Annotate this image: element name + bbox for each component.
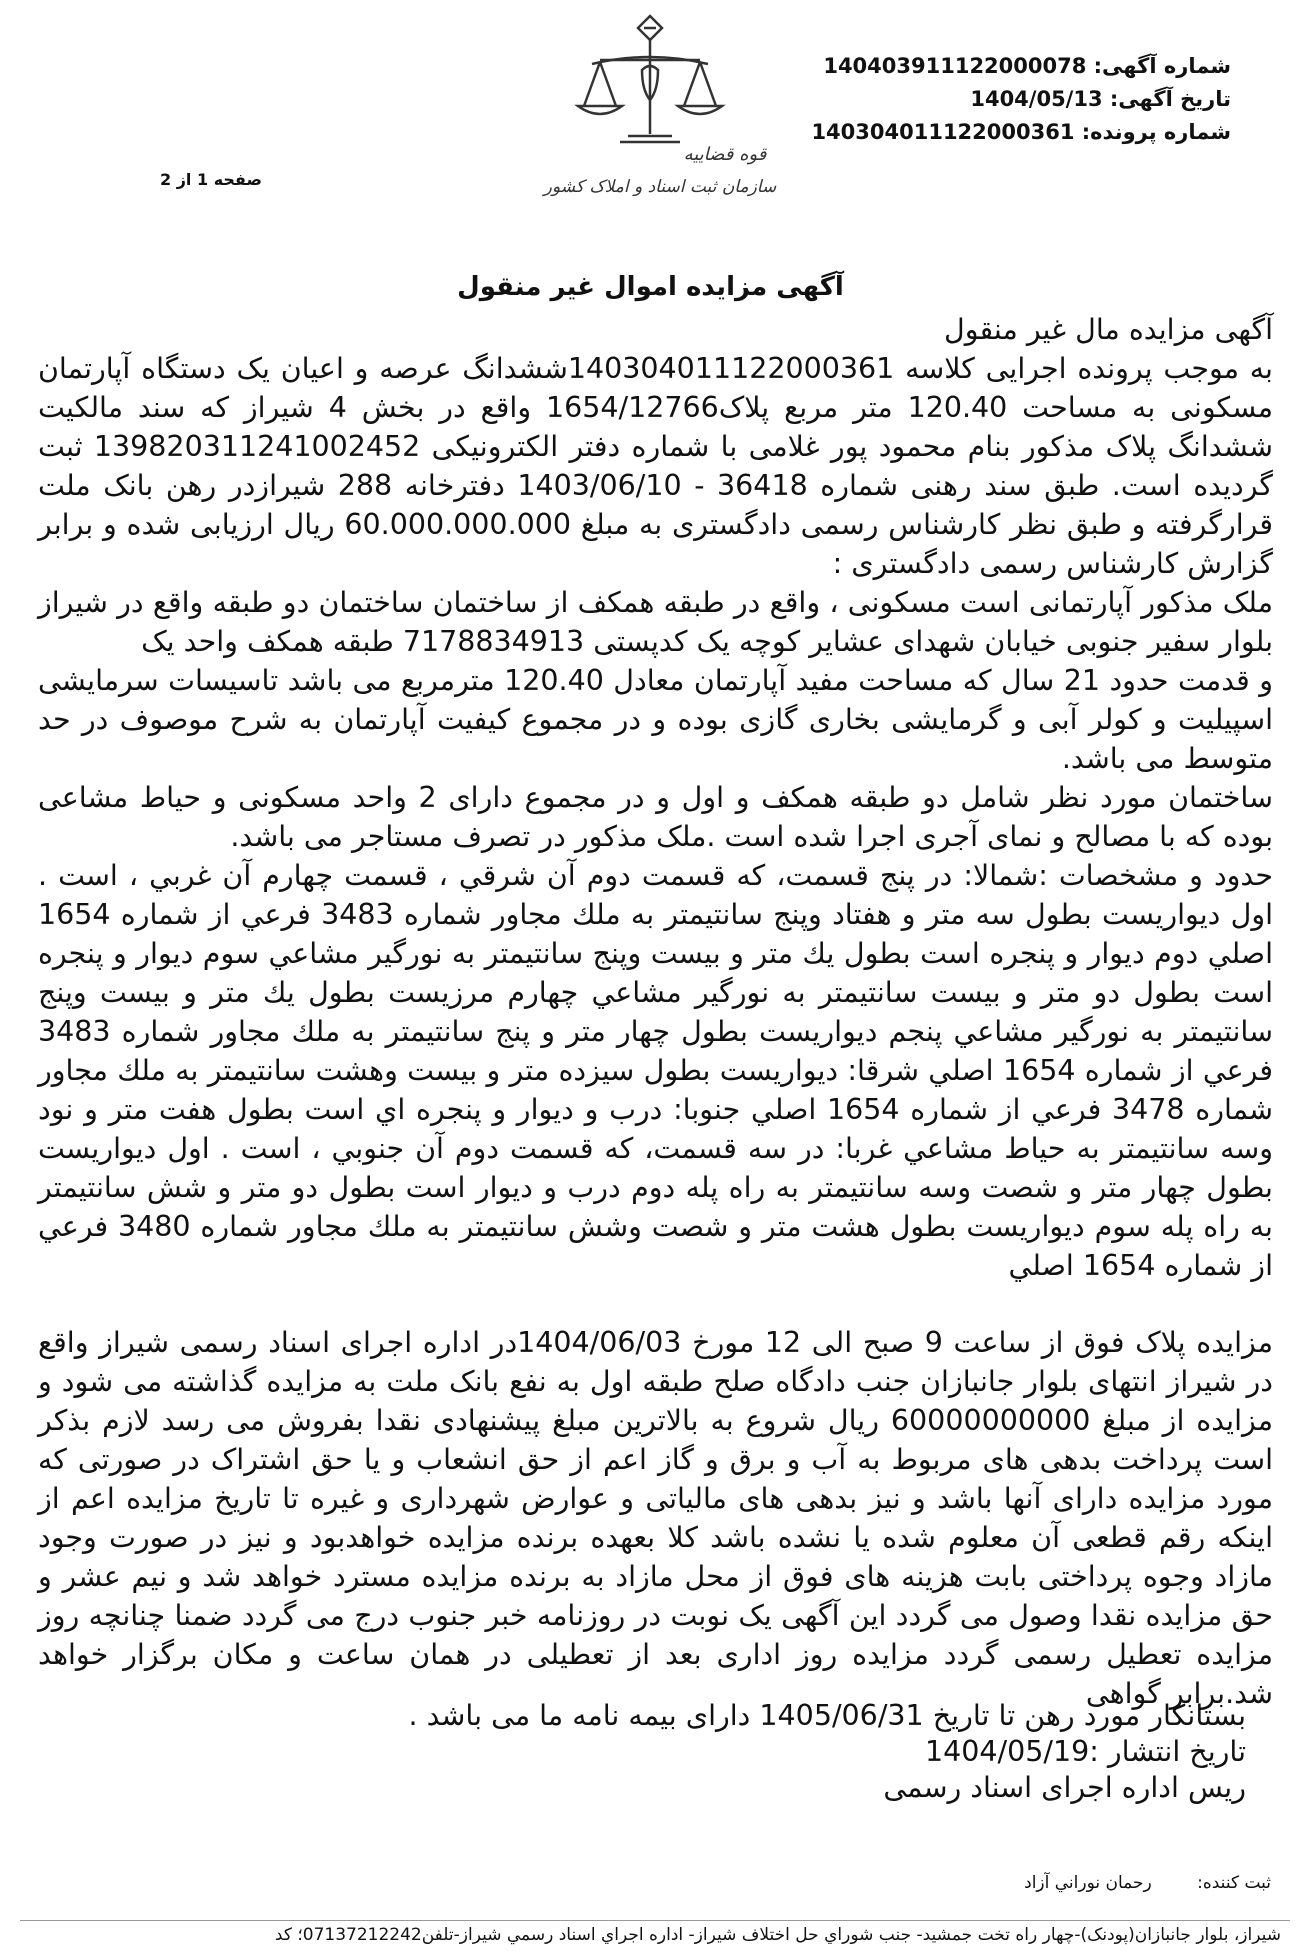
file-number-row — [811, 116, 1231, 149]
notice-date-label: تاریخ آگهی: — [1109, 87, 1231, 111]
signatory-line: ریس اداره اجرای اسناد رسمی — [883, 1771, 1246, 1804]
insurance-line: بستانکار مورد رهن تا تاریخ 1405/06/31 دارای بیمه نامه ما می باشد . — [408, 1699, 1246, 1732]
footer-divider — [20, 1920, 1290, 1921]
notice-date: 1404/05/13 — [970, 87, 1103, 111]
paragraph-spacer — [38, 1285, 1273, 1323]
registrar-label: ثبت کننده: — [1197, 1873, 1271, 1893]
building-paragraph: ساختمان مورد نظر شامل دو طبقه همکف و اول و در مجموع دارای 2 واحد مسکونی و حیاط مشاعی بوده که با مصالح و نمای آجری اجرا شده است .ملک مذکور در تصرف مستاجر می باشد. — [38, 781, 1273, 853]
page-indicator: صفحه 1 از 2 — [160, 170, 262, 189]
scales-of-justice-icon — [520, 10, 780, 210]
emblem-caption-2: سازمان ثبت اسناد و املاک کشور — [543, 177, 777, 197]
document-title: آگهی مزایده اموال غیر منقول — [457, 272, 844, 302]
file-number-label: شماره پرونده: — [1081, 120, 1231, 144]
footer-address: شیراز، بلوار جانبازان(پودنک)-چهار راه تخت جمشید- جنب شوراي حل اختلاف شیراز- اداره اجراي اسناد رسمي شیراز-تلفن07137212242؛ کد — [274, 1925, 1281, 1945]
property-paragraph: ملک مذکور آپارتمانی است مسکونی ، واقع در طبقه همکف از ساختمان ساختمان دو طبقه واقع در شیراز بلوار سفیر جنوبی خیابان شهدای عشایر کوچه یک کدپستی 7178834913 طبقه همکف واحد یک — [38, 586, 1273, 658]
case-paragraph: به موجب پرونده اجرایی کلاسه 140304011122000361ششدانگ عرصه و اعیان یک دستگاه آپارتمان مسکونی به مساحت 120.40 متر مربع پلاک1654/12766 واقع در بخش 4 شیراز که سند مالکیت ششدانگ پلاک مذکور بنام محمود پور غلامی با شماره دفتر الکترونیکی 139820311241002452 ثبت گردیده است. طبق سند رهنی شماره 36418 - 1403/06/10 دفترخانه 288 شیرازدر رهن بانک ملت قرارگرفته و طبق نظر کارشناس رسمی دادگستری به مبلغ 60.000.000.000 ریال ارزیابی شده و برابر گزارش کارشناس رسمی دادگستری : — [38, 352, 1274, 580]
file-number: 140304011122000361 — [811, 120, 1075, 144]
notice-date-row — [811, 83, 1231, 116]
age-paragraph: و قدمت حدود 21 سال که مساحت مفید آپارتمان معادل 120.40 مترمربع می باشد تاسیسات سرمایشی اسپیلیت و کولر آبی و گرمایشی بخاری گازی بوده و در مجموع کیفیت آپارتمان به شرح موصوف در حد متوسط می باشد. — [38, 664, 1273, 775]
registrar — [1024, 1873, 1271, 1893]
notice-number: 140403911122000078 — [823, 54, 1087, 78]
notice-number-row — [811, 50, 1231, 83]
auction-paragraph: مزایده پلاک فوق از ساعت 9 صبح الی 12 مورخ 1404/06/03در اداره اجرای اسناد رسمی شیراز واقع در شیراز انتهای بلوار جانبازان جنب دادگاه صلح طبقه اول به نفع بانک ملت به مزایده گذاشته می شود و مزایده از مبلغ 60000000000 ریال شروع به بالاترین مبلغ پیشنهادی نقدا بفروش می رسد لازم بذکر است پرداخت بدهی های مربوط به آب و برق و گاز اعم از حق انشعاب و یا حق اشتراک در صورتی که مورد مزایده دارای آنها باشد و نیز بدهی های مالیاتی و عوارض شهرداری و غیره تا تاریخ مزایده اعم از اینکه رقم قطعی آن معلوم شده یا نشده باشد کلا بعهده برنده مزایده خواهدبود و نیز در صورت وجود مازاد وجوه پرداختی بابت هزینه های فوق از محل مازاد به برنده مزایده مسترد خواهد شد و نیم عشر و حق مزایده نقدا وصول می گردد این آگهی یک نوبت در روزنامه خبر جنوب درج می گردد ضمنا چنانچه روز مزایده تعطیل رسمی گردد مزایده روز اداری بعد از تعطیلی در همان ساعت و مکان برگزار خواهد شد.برابر گواهی — [38, 1326, 1274, 1710]
notice-number-label: شماره آگهی: — [1093, 54, 1231, 78]
registrar-name: رحمان نوراني آزاد — [1024, 1873, 1152, 1893]
publish-date-line: تاریخ انتشار :1404/05/19 — [924, 1735, 1246, 1768]
emblem-caption-1: قوه قضاییه — [683, 144, 767, 165]
closing-block — [408, 1698, 1246, 1806]
judiciary-emblem — [520, 10, 780, 210]
subtitle-paragraph: آگهی مزایده مال غیر منقول — [944, 313, 1273, 346]
boundaries-paragraph: حدود و مشخصات :شمالا: در پنج قسمت، كه قسمت دوم آن شرقي ، قسمت چهارم آن غربي ، است . اول ديواريست بطول سه متر و هفتاد وپنج سانتيمتر به ملك مجاور شماره 3483 فرعي از شماره 1654 اصلي دوم ديوار و پنجره است بطول يك متر و بيست وپنج سانتيمتر به نورگير مشاعي سوم ديوار و پنجره است بطول دو متر و بيست سانتيمتر به نورگير مشاعي چهارم مرزيست بطول يك متر و بيست وپنج سانتيمتر به نورگير مشاعي پنجم ديواريست بطول چهار متر و پنج سانتيمتر به ملك مجاور شماره 3483 فرعي از شماره 1654 اصلي شرقا: ديواريست بطول سيزده متر و بيست وهشت سانتيمتر به ملك مجاور شماره 3478 فرعي از شماره 1654 اصلي جنوبا: درب و ديوار و پنجره اي است بطول هفت متر و نود وسه سانتيمتر به حياط مشاعي غربا: در سه قسمت، كه قسمت دوم آن جنوبي ، است . اول ديواريست بطول چهار متر و شصت وسه سانتيمتر به راه پله دوم درب و ديوار است بطول دو متر و شش سانتيمتر به راه پله سوم ديواريست بطول هشت متر و شصت وشش سانتيمتر به ملك مجاور شماره 3480 فرعي از شماره 1654 اصلي — [38, 859, 1274, 1282]
notice-meta — [811, 50, 1231, 149]
document-body — [38, 310, 1273, 1713]
